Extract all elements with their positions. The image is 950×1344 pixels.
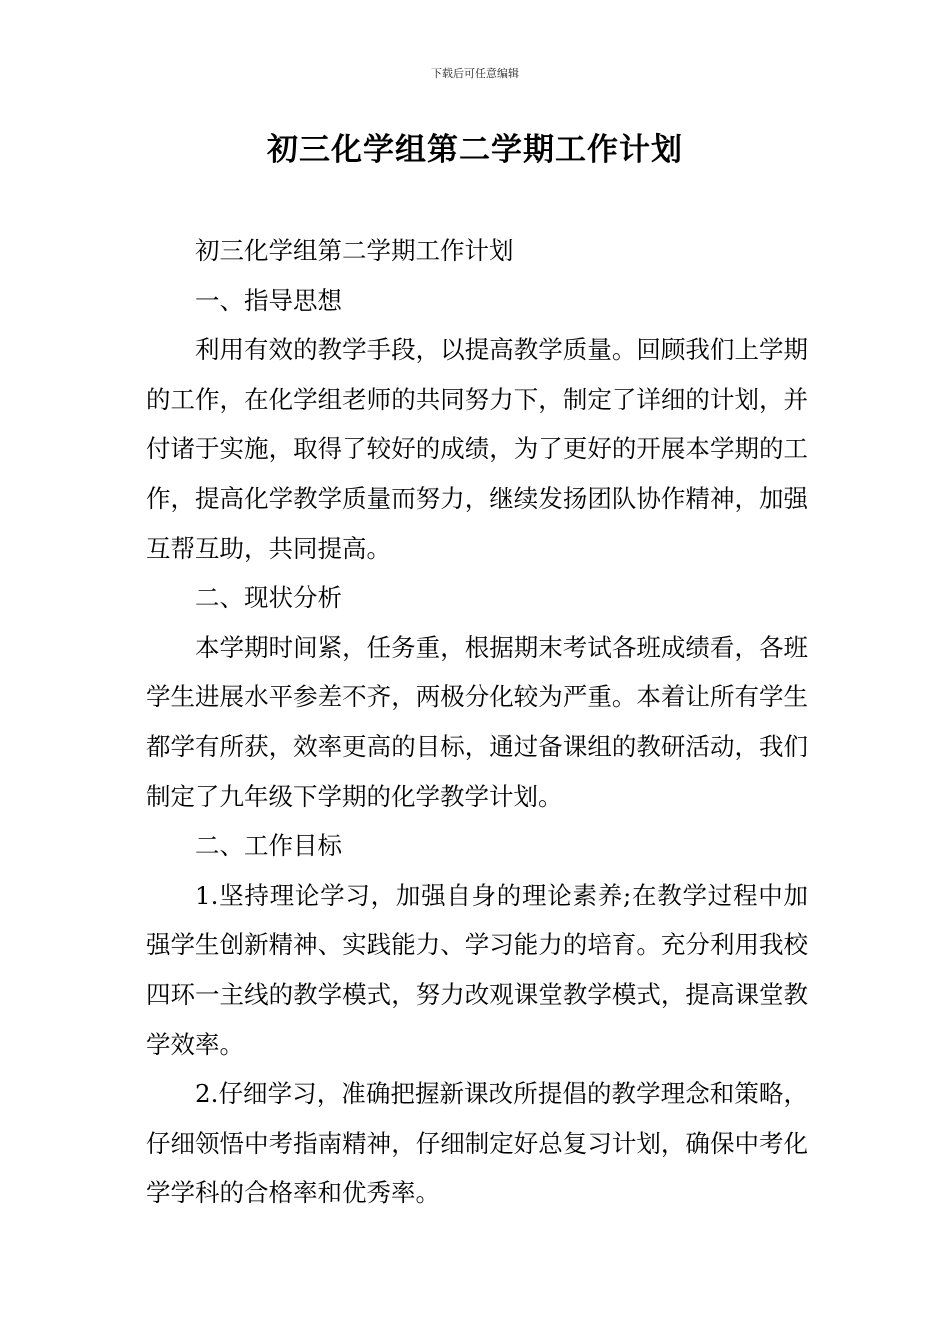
section-heading-status-analysis: 二、现状分析 bbox=[195, 583, 342, 613]
section-heading-guiding-ideology: 一、指导思想 bbox=[195, 285, 342, 315]
paragraph-guiding-ideology: 利用有效的教学手段，以提高教学质量。回顾我们上学期的工作，在化学组老师的共同努力下，制定了详细的计划，并付诸于实施，取得了较好的成绩，为了更好的开展本学期的工作，提高化学教学质量而努力，继续发扬团队协作精神，加强互帮互助，共同提高。 bbox=[146, 335, 808, 563]
document-body bbox=[146, 226, 808, 1218]
paragraph-goal-1: 1.坚持理论学习，加强自身的理论素养;在教学过程中加强学生创新精神、实践能力、学习能力的培育。充分利用我校四环一主线的教学模式，努力改观课堂教学模式，提高课堂教学效率。 bbox=[146, 880, 808, 1059]
section-heading-work-goals: 二、工作目标 bbox=[195, 831, 342, 861]
paragraph-status-analysis: 本学期时间紧，任务重，根据期末考试各班成绩看，各班学生进展水平参差不齐，两极分化较为严重。本着让所有学生都学有所获，效率更高的目标，通过备课组的教研活动，我们制定了九年级下学期的化学教学计划。 bbox=[146, 632, 808, 811]
header-note: 下载后可任意编辑 bbox=[431, 67, 519, 80]
paragraph-goal-2: 2.仔细学习，准确把握新课改所提倡的教学理念和策略，仔细领悟中考指南精神，仔细制定好总复习计划，确保中考化学学科的合格率和优秀率。 bbox=[146, 1079, 808, 1208]
document-title: 初三化学组第二学期工作计划 bbox=[267, 132, 683, 168]
paragraph-subtitle: 初三化学组第二学期工作计划 bbox=[195, 236, 514, 265]
